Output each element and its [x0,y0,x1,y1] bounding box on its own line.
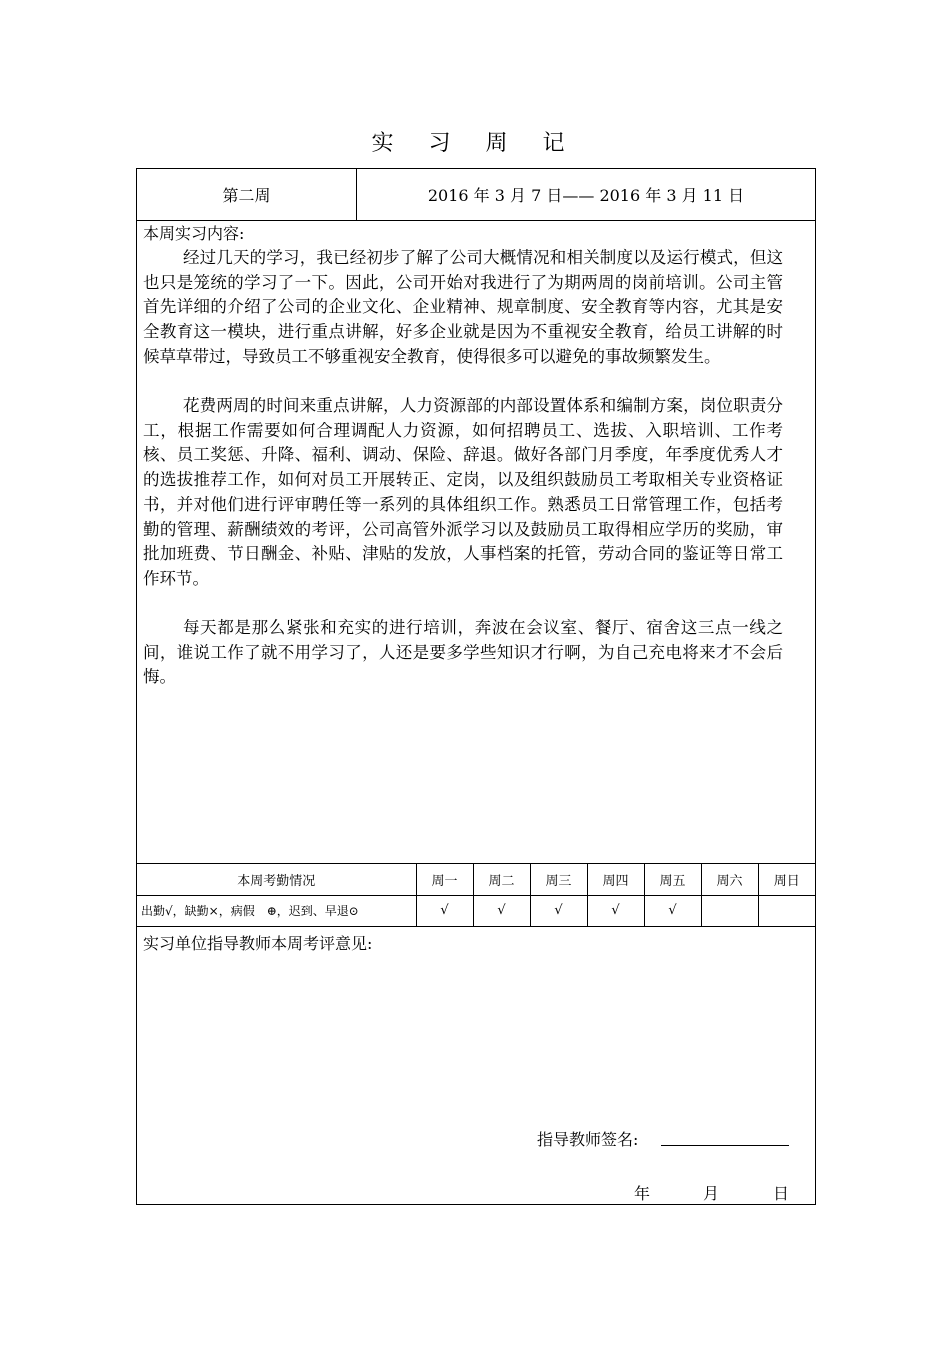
year-label: 年 [634,1184,651,1203]
day-tuesday: 周二 [473,864,530,895]
mark-monday: √ [416,895,473,926]
week-row [137,169,815,221]
content-section [137,221,815,864]
page-title: 实 习 周 记 [371,131,579,156]
month-label: 月 [703,1184,720,1203]
attendance-table [137,864,815,926]
mark-thursday: √ [587,895,644,926]
mark-friday: √ [644,895,701,926]
mark-wednesday: √ [530,895,587,926]
attendance-header: 本周考勤情况 [137,864,416,895]
comment-label: 实习单位指导教师本周考评意见: [143,934,373,953]
mark-tuesday: √ [473,895,530,926]
content-paragraph-3: 每天都是那么紧张和充实的进行培训，奔波在会议室、餐厅、宿舍这三点一线之间，谁说工作了就不用学习了，人还是要多学些知识才行啊，为自己充电将来才不会后悔。 [143,618,783,687]
content-label: 本周实习内容: [143,224,245,243]
date-range: 2016 年 3 月 7 日—— 2016 年 3 月 11 日 [427,186,745,205]
day-saturday: 周六 [701,864,758,895]
day-wednesday: 周三 [530,864,587,895]
signature-label: 指导教师签名: [537,1130,639,1149]
mark-sunday [758,895,815,926]
week-label: 第二周 [137,169,357,220]
attendance-header-row [137,864,815,895]
content-paragraph-1: 经过几天的学习，我已经初步了解了公司大概情况和相关制度以及运行模式，但这也只是笼统的学习了一下。因此，公司开始对我进行了为期两周的岗前培训。公司主管首先详细的介绍了公司的企业文化、企业精神、规章制度、安全教育等内容，尤其是安全教育这一模块，进行重点讲解，好多企业就是因为不重视安全教育，给员工讲解的时候草草带过，导致员工不够重视安全教育，使得很多可以避免的事故频繁发生。 [143,248,783,366]
day-monday: 周一 [416,864,473,895]
day-sunday: 周日 [758,864,815,895]
attendance-legend: 出勤√，缺勤×，病假 ⊕，迟到、早退⊙ [137,895,416,926]
attendance-mark-row [137,895,815,926]
day-friday: 周五 [644,864,701,895]
day-label: 日 [773,1184,790,1203]
content-paragraph-2: 花费两周的时间来重点讲解，人力资源部的内部设置体系和编制方案，岗位职责分工，根据工作需要如何合理调配人力资源，如何招聘员工、选拔、入职培训、工作考核、员工奖惩、升降、福利、调动、保险、辞退。做好各部门月季度，年季度优秀人才的选拔推荐工作，如何对员工开展转正、定岗，以及组织鼓励员工考取相关专业资格证书，并对他们进行评审聘任等一系列的具体组织工作。熟悉员工日常管理工作，包括考勤的管理、薪酬绩效的考评，公司高管外派学习以及鼓励员工取得相应学历的奖励，审批加班费、节日酬金、补贴、津贴的发放，人事档案的托管，劳动合同的鉴证等日常工作环节。 [143,396,783,588]
day-thursday: 周四 [587,864,644,895]
comment-section [137,927,815,1204]
weekly-journal-form [136,168,816,1205]
signature-line[interactable] [661,1145,789,1146]
attendance-section [137,864,815,927]
mark-saturday [701,895,758,926]
